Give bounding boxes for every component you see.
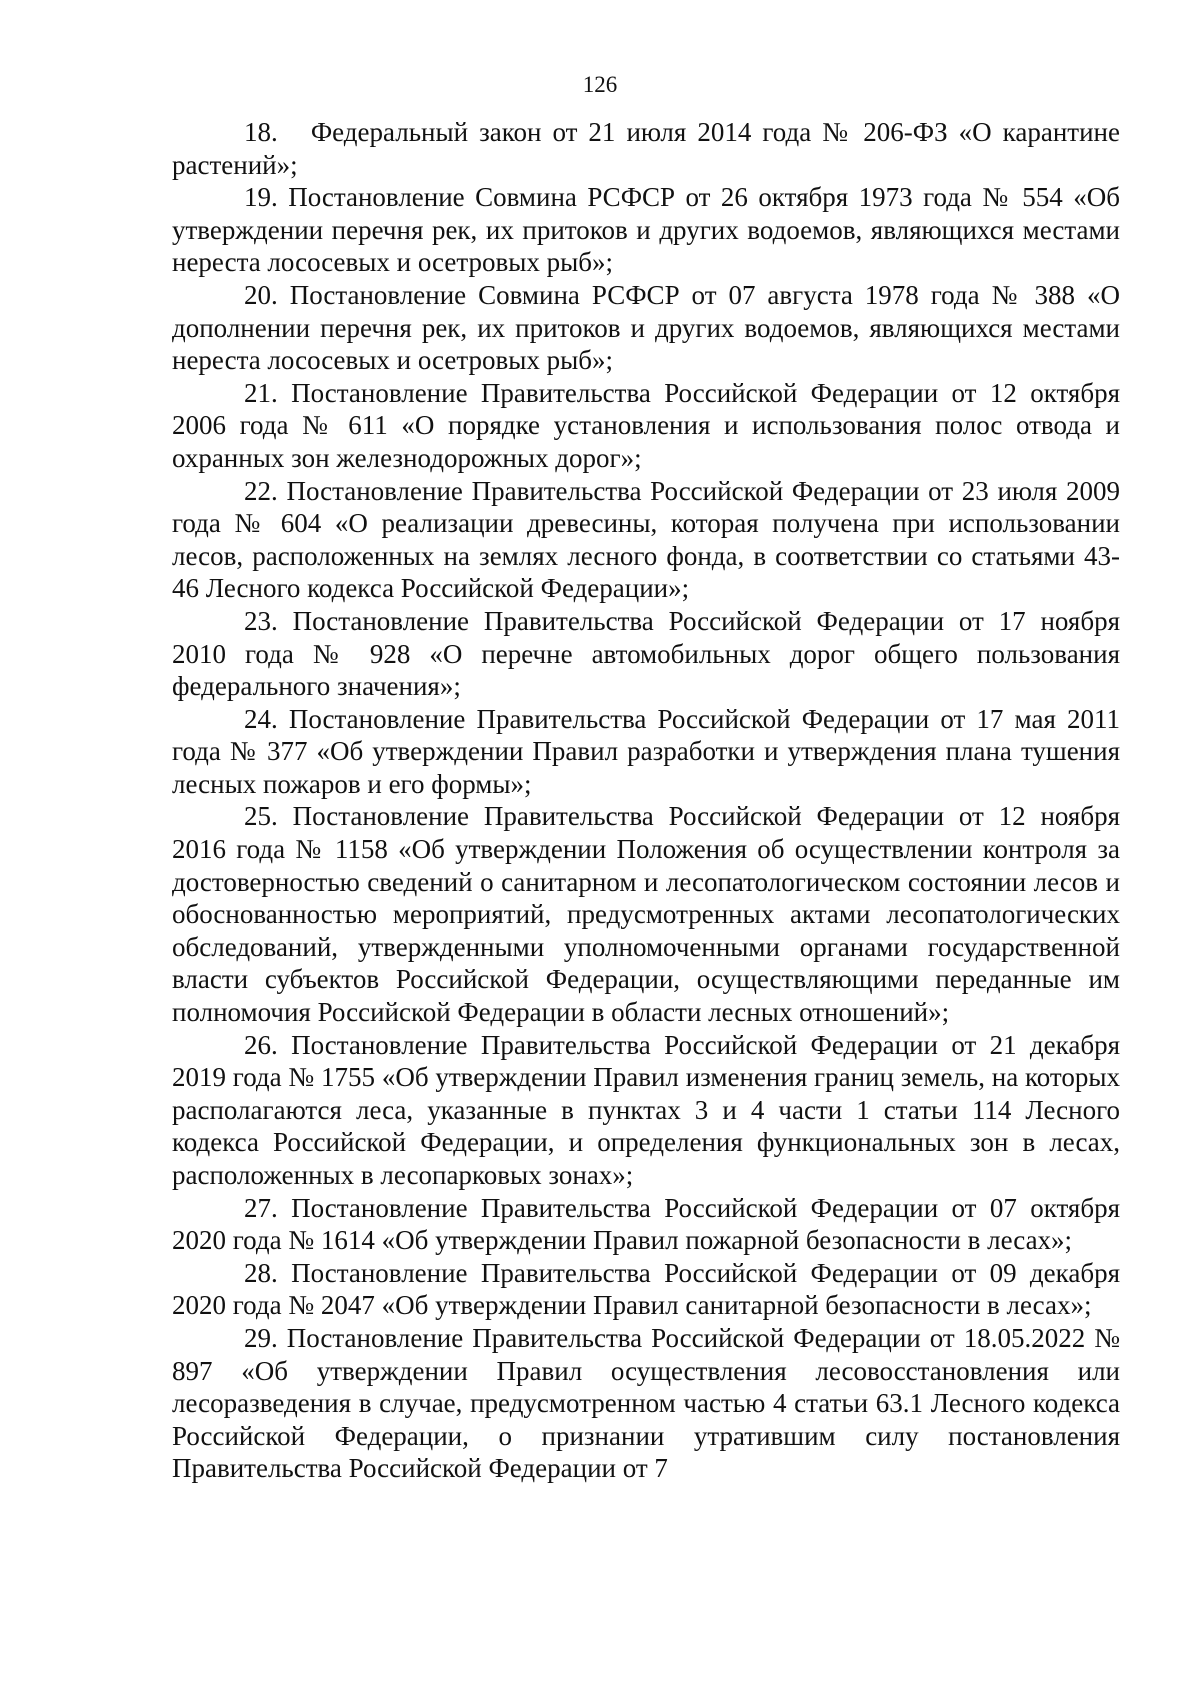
- list-item: 25. Постановление Правительства Российской Федерации от 12 ноября 2016 года № 1158 «Об утверждении Положения об осуществлении контроля за достоверностью сведений о санитарном и лесопатологическом состоянии лесов и обоснованностью мероприятий, предусмотренных актами лесопатологических обследований, утвержденными уполномоченными органами государственной власти субъектов Российской Федерации, осуществляющими переданные им полномочия Российской Федерации в области лесных отношений»;: [172, 801, 1120, 1028]
- list-item: 20. Постановление Совмина РСФСР от 07 августа 1978 года № 388 «О дополнении перечня рек, их притоков и других водоемов, являющихся местами нереста лососевых и осетровых рыб»;: [172, 279, 1120, 376]
- list-item: 24. Постановление Правительства Российской Федерации от 17 мая 2011 года № 377 «Об утверждении Правил разработки и утверждения плана тушения лесных пожаров и его формы»;: [172, 703, 1120, 799]
- page-number: 126: [582, 72, 618, 97]
- list-item: 23. Постановление Правительства Российской Федерации от 17 ноября 2010 года № 928 «О перечне автомобильных дорог общего пользования федерального значения»;: [172, 605, 1120, 702]
- list-item: 27. Постановление Правительства Российской Федерации от 07 октября 2020 года № 1614 «Об утверждении Правил пожарной безопасности в лесах»;: [172, 1192, 1120, 1256]
- list-item: 21. Постановление Правительства Российской Федерации от 12 октября 2006 года № 611 «О порядке установления и использования полос отвода и охранных зон железнодорожных дорог»;: [172, 377, 1120, 473]
- list-item: 18. Федеральный закон от 21 июля 2014 года № 206-ФЗ «О карантине растений»;: [172, 117, 1120, 180]
- list-item: 29. Постановление Правительства Российской Федерации от 18.05.2022 № 897 «Об утверждении Правил осуществления лесовосстановления или лесоразведения в случае, предусмотренном частью 4 статьи 63.1 Лесного кодекса Российской Федерации, о признании утратившим силу постановления Правительства Российской Федерации от 7: [172, 1322, 1120, 1484]
- list-item: 26. Постановление Правительства Российской Федерации от 21 декабря 2019 года № 1755 «Об утверждении Правил изменения границ земель, на которых располагаются леса, указанные в пунктах 3 и 4 части 1 статьи 114 Лесного кодекса Российской Федерации, и определения функциональных зон в лесах, расположенных в лесопарковых зонах»;: [172, 1029, 1120, 1190]
- list-item: 28. Постановление Правительства Российской Федерации от 09 декабря 2020 года № 2047 «Об утверждении Правил санитарной безопасности в лесах»;: [172, 1257, 1120, 1321]
- legal-acts-list: [172, 116, 1120, 1485]
- list-item: 22. Постановление Правительства Российской Федерации от 23 июля 2009 года № 604 «О реализации древесины, которая получена при использовании лесов, расположенных на землях лесного фонда, в соответствии со статьями 43-46 Лесного кодекса Российской Федерации»;: [172, 475, 1120, 604]
- list-item: 19. Постановление Совмина РСФСР от 26 октября 1973 года № 554 «Об утверждении перечня рек, их притоков и других водоемов, являющихся местами нереста лососевых и осетровых рыб»;: [172, 182, 1120, 278]
